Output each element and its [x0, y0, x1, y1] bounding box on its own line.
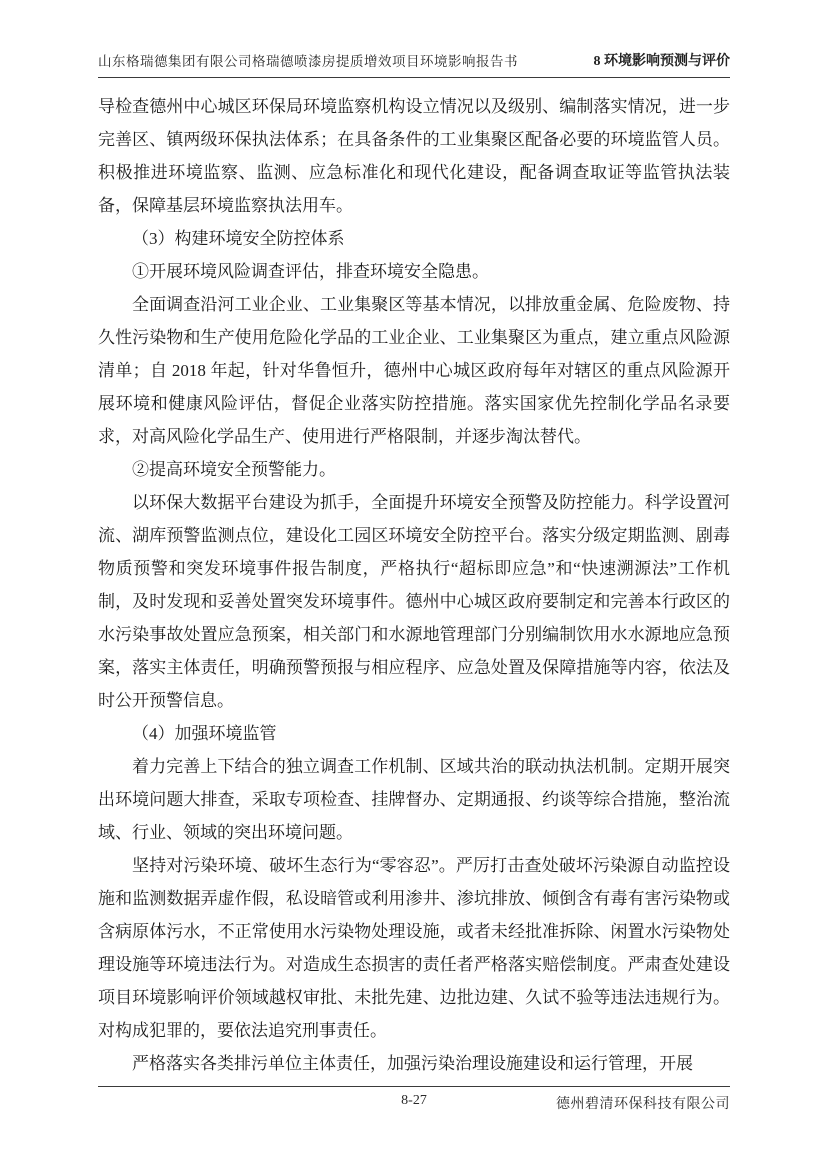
paragraph: 坚持对污染环境、破坏生态行为“零容忍”。严厉打击查处破坏污染源自动监控设施和监测数据弄虚作假，私设暗管或利用渗井、渗坑排放、倾倒含有毒有害污染物或含病原体污水，不正常使用水污染物处理设施，或者未经批准拆除、闲置水污染物处理设施等环境违法行为。对造成生态损害的责任者严格落实赔偿制度。严肃查处建设项目环境影响评价领域越权审批、未批先建、边批边建、久试不验等违法违规行为。对构成犯罪的，要依法追究刑事责任。	[98, 856, 730, 1040]
paragraph: ①开展环境风险调查评估，排查环境安全隐患。	[132, 262, 489, 281]
page-number: 8-27	[401, 1093, 427, 1108]
page-footer	[98, 1086, 730, 1112]
paragraph: ②提高环境安全预警能力。	[132, 460, 336, 479]
footer-company-name: 德州碧清环保科技有限公司	[556, 1097, 730, 1112]
paragraph: 以环保大数据平台建设为抓手，全面提升环境安全预警及防控能力。科学设置河流、湖库预警监测点位，建设化工园区环境安全防控平台。落实分级定期监测、剧毒物质预警和突发环境事件报告制度，严格执行“超标即应急”和“快速溯源法”工作机制，及时发现和妥善处置突发环境事件。德州中心城区政府要制定和完善本行政区的水污染事故处置应急预案，相关部门和水源地管理部门分别编制饮用水水源地应急预案，落实主体责任，明确预警预报与相应程序、应急处置及保障措施等内容，依法及时公开预警信息。	[98, 493, 730, 710]
paragraph: （4）加强环境监管	[132, 724, 277, 743]
footer-row	[98, 1093, 730, 1112]
header-doc-title: 山东格瑞德集团有限公司格瑞德喷漆房提质增效项目环境影响报告书	[98, 54, 518, 69]
paragraph: 着力完善上下结合的独立调查工作机制、区域共治的联动执法机制。定期开展突出环境问题大排查，采取专项检查、挂牌督办、定期通报、约谈等综合措施，整治流域、行业、领域的突出环境问题。	[98, 757, 730, 842]
paragraph: 严格落实各类排污单位主体责任，加强污染治理设施建设和运行管理，开展	[132, 1054, 693, 1073]
header-chapter-label: 8 环境影响预测与评价	[593, 54, 730, 69]
paragraph: 导检查德州中心城区环保局环境监察机构设立情况以及级别、编制落实情况，进一步完善区、镇两级环保执法体系；在具备条件的工业集聚区配备必要的环境监管人员。积极推进环境监察、监测、应急标准化和现代化建设，配备调查取证等监管执法装备，保障基层环境监察执法用车。	[98, 97, 730, 215]
paragraph: 全面调查沿河工业企业、工业集聚区等基本情况，以排放重金属、危险废物、持久性污染物和生产使用危险化学品的工业企业、工业集聚区为重点，建立重点风险源清单；自 2018 年起，针对华鲁恒升，德州中心城区政府每年对辖区的重点风险源开展环境和健康风险评估，督促企业落实防控措施。落实国家优先控制化学品名录要求，对高风险化学品生产、使用进行严格限制，并逐步淘汰替代。	[98, 295, 730, 446]
paragraph: （3）构建环境安全防控体系	[132, 229, 345, 248]
body-paragraphs	[98, 90, 730, 1080]
page-header	[98, 50, 730, 78]
